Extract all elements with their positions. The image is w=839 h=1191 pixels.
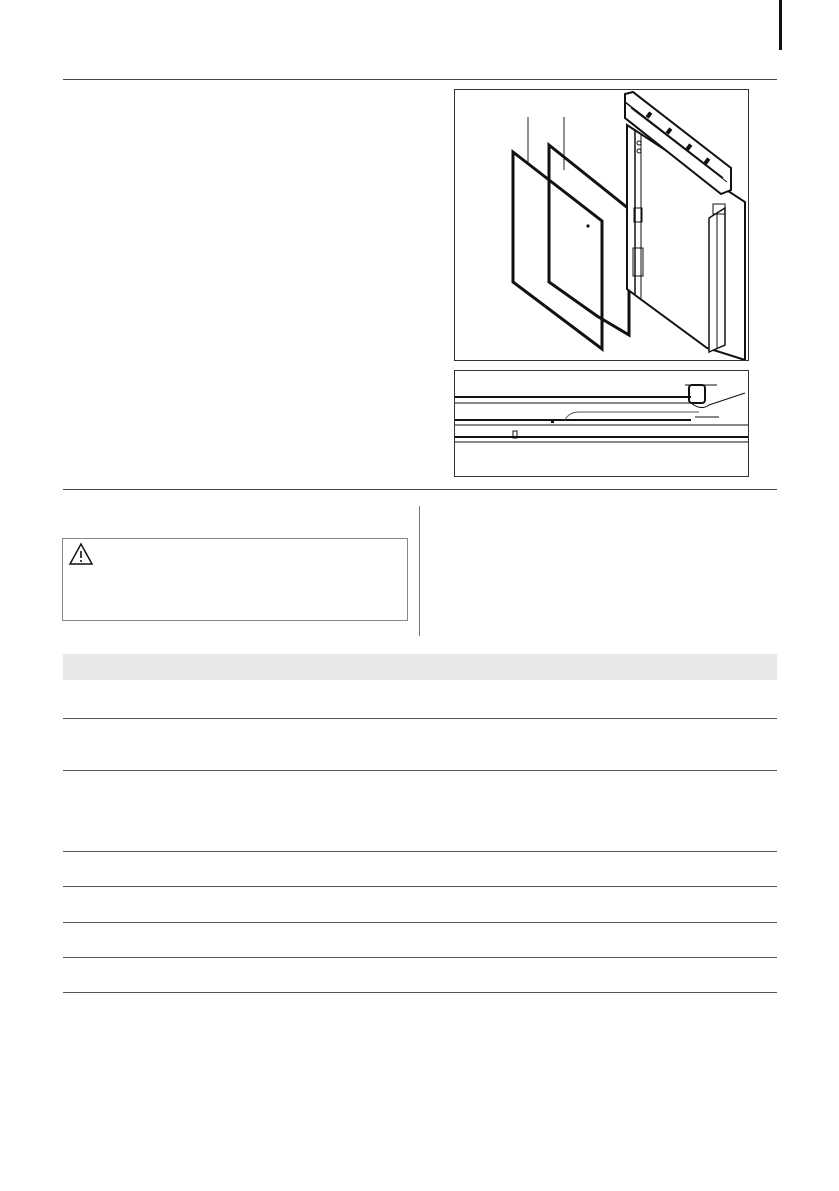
door-section-illustration — [455, 371, 748, 476]
table-row — [63, 958, 777, 992]
door-glass-illustration — [455, 90, 748, 360]
warning-box — [62, 538, 408, 621]
column-separator — [419, 506, 420, 636]
section-divider-middle — [63, 489, 777, 490]
glass-panel-front — [513, 152, 602, 349]
body-text — [63, 95, 423, 475]
door-section-figure — [454, 370, 749, 477]
crop-mark — [779, 0, 782, 50]
warning-triangle-icon — [68, 542, 94, 566]
table-header — [63, 654, 777, 680]
table-row — [63, 923, 777, 957]
section-divider-top — [63, 79, 777, 80]
warning-section-heading — [63, 505, 408, 523]
door-glass-figure — [454, 89, 749, 361]
table-row — [63, 887, 777, 922]
table-row — [63, 852, 777, 886]
table-row — [63, 719, 777, 770]
row-divider — [63, 992, 777, 993]
right-column-text — [436, 505, 776, 635]
table-row — [63, 771, 777, 851]
table-row — [63, 680, 777, 718]
